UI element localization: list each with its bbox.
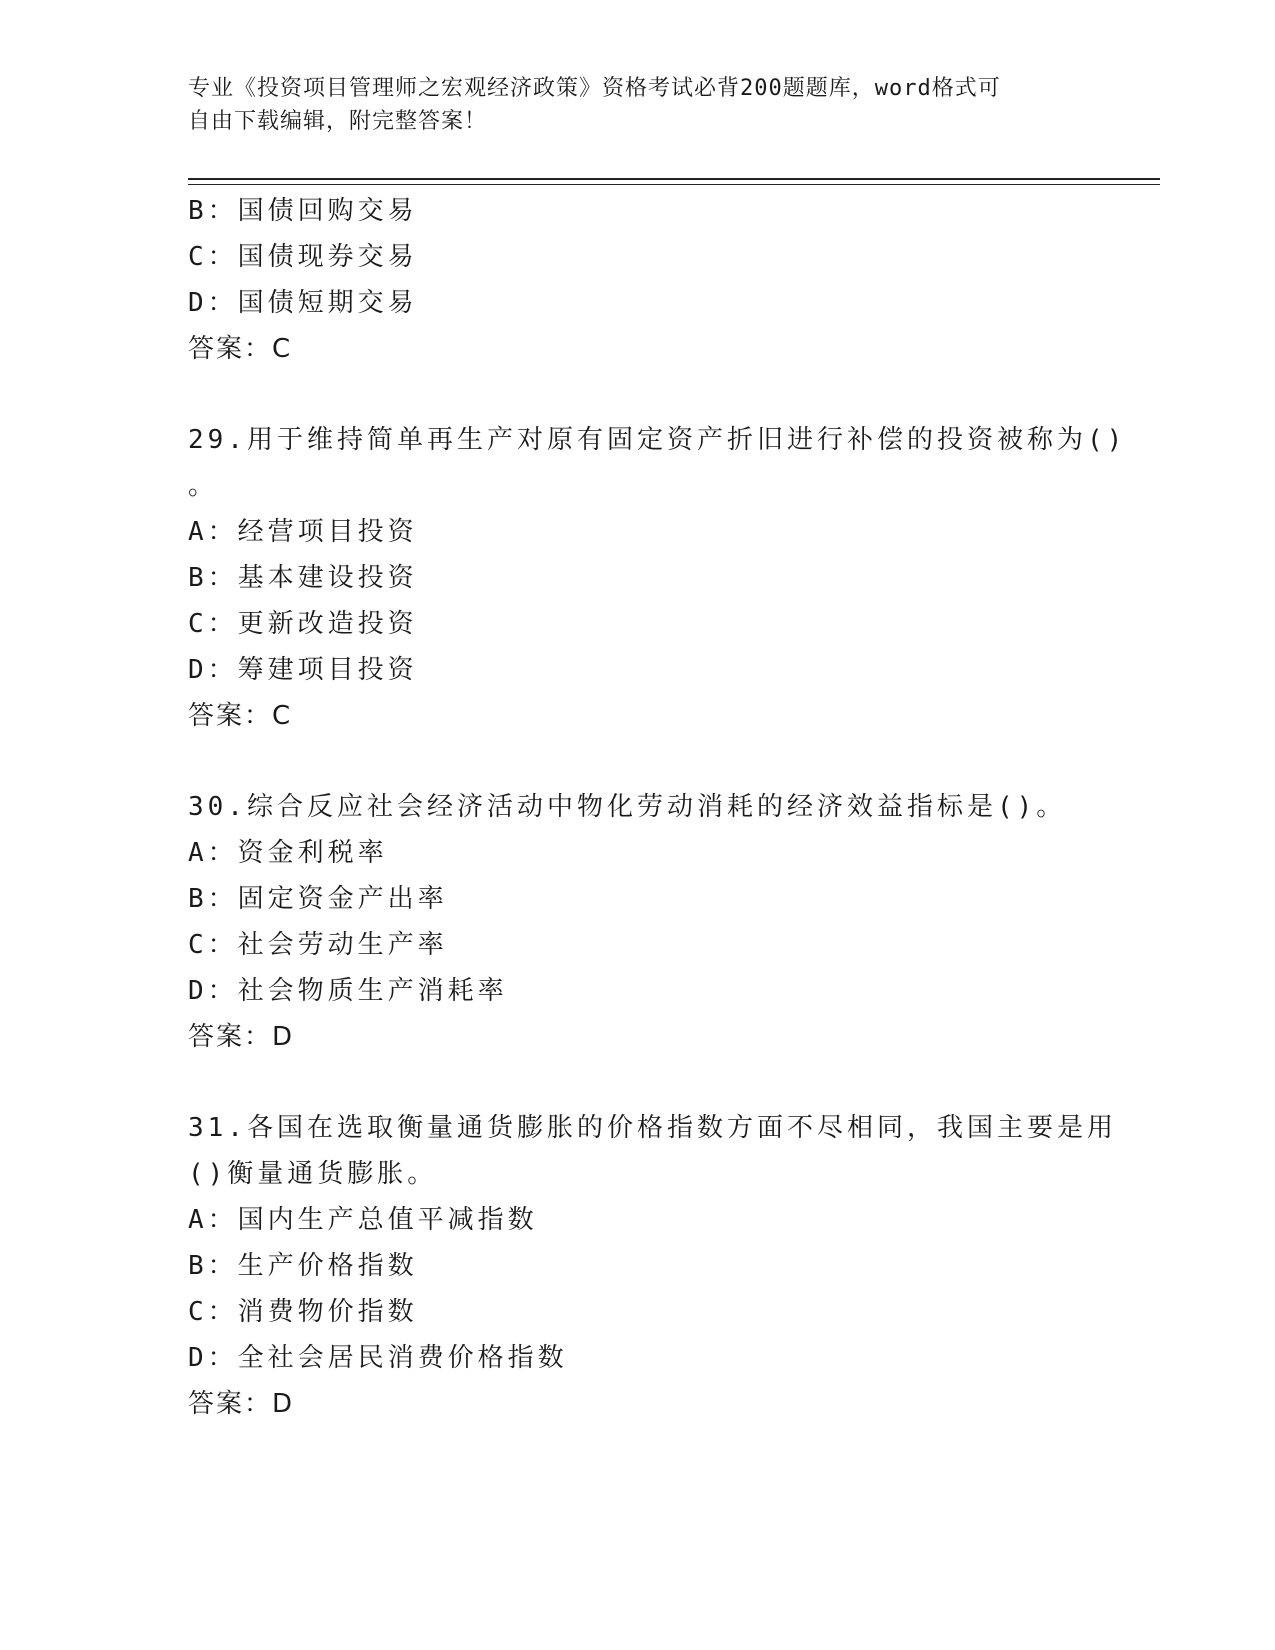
answer-line: 答案：C <box>188 701 293 731</box>
option-b: B：生产价格指数 <box>188 1251 418 1281</box>
question-29 <box>188 417 1148 739</box>
option-a: A：国内生产总值平减指数 <box>188 1205 538 1235</box>
spacer <box>188 1060 1148 1105</box>
option-c: C：消费物价指数 <box>188 1297 418 1327</box>
spacer <box>188 739 1148 784</box>
option-a: A：资金利税率 <box>188 838 388 868</box>
option-b: B：基本建设投资 <box>188 563 418 593</box>
answer-line: 答案：D <box>188 1389 295 1419</box>
option-d: D：全社会居民消费价格指数 <box>188 1343 568 1373</box>
question-stem-continued: 。 <box>188 471 219 501</box>
question-stem-continued: ()衡量通货膨胀。 <box>188 1159 438 1189</box>
question-30 <box>188 784 1148 1060</box>
option-d: D：社会物质生产消耗率 <box>188 976 508 1006</box>
header-divider-thin <box>188 184 1160 185</box>
option-d: D：筹建项目投资 <box>188 655 418 685</box>
option-d: D：国债短期交易 <box>188 288 418 318</box>
option-c: C：社会劳动生产率 <box>188 930 448 960</box>
header-title-line-1: 专业《投资项目管理师之宏观经济政策》资格考试必背200题题库，word格式可 <box>188 76 1001 101</box>
answer-line: 答案：D <box>188 1022 295 1052</box>
option-b: B：国债回购交易 <box>188 196 418 226</box>
question-stem: 30.综合反应社会经济活动中物化劳动消耗的经济效益指标是()。 <box>188 792 1067 822</box>
question-31 <box>188 1105 1148 1427</box>
option-c: C：更新改造投资 <box>188 609 418 639</box>
question-stem: 29.用于维持简单再生产对原有固定资产折旧进行补偿的投资被称为() <box>188 425 1127 455</box>
option-a: A：经营项目投资 <box>188 517 418 547</box>
spacer <box>188 372 1148 417</box>
question-stem: 31.各国在选取衡量通货膨胀的价格指数方面不尽相同，我国主要是用 <box>188 1113 1117 1143</box>
header-divider-thick <box>188 178 1160 180</box>
header-title-line-2: 自由下载编辑，附完整答案！ <box>188 109 488 134</box>
document-header <box>188 72 1088 138</box>
option-c: C：国债现券交易 <box>188 242 418 272</box>
question-list <box>188 188 1148 1427</box>
option-b: B：固定资金产出率 <box>188 884 448 914</box>
question-28 <box>188 188 1148 372</box>
answer-line: 答案：C <box>188 334 293 364</box>
